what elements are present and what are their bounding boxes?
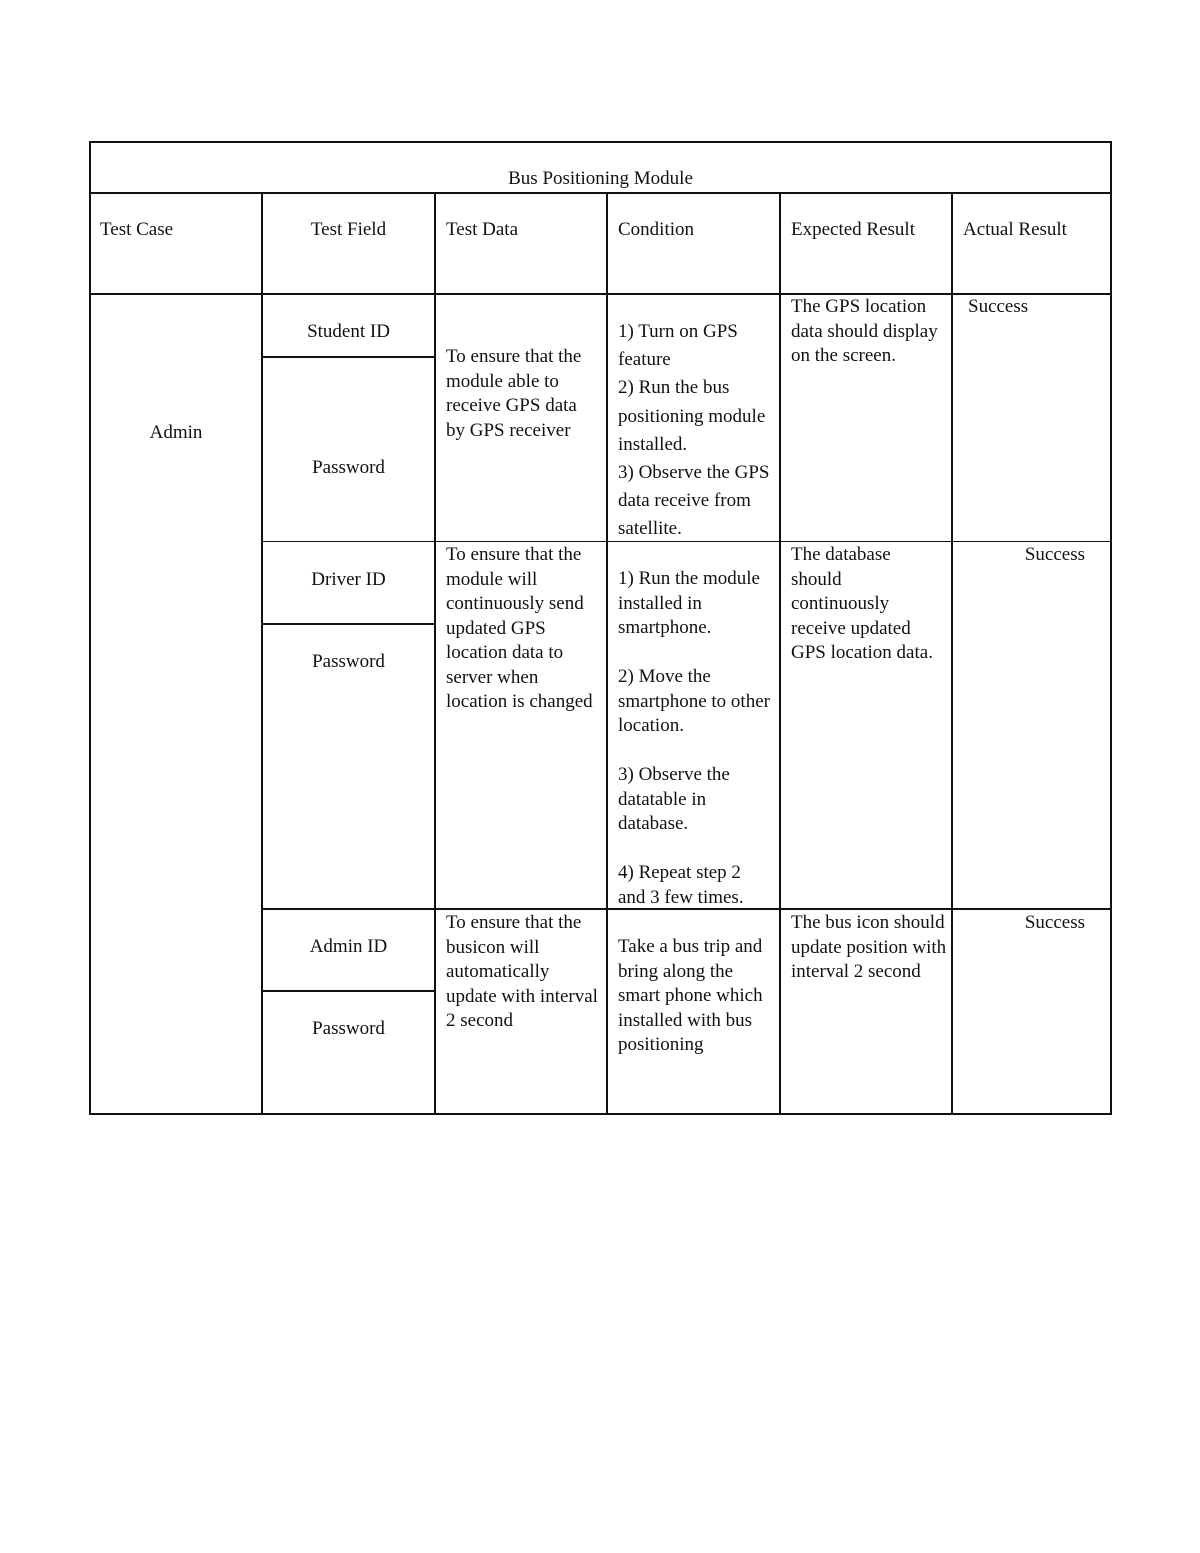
field-password: Password [312, 457, 385, 478]
column-divider-4 [779, 192, 781, 1115]
test-data-cell: To ensure that the busicon will automatically update with interval 2 second [446, 912, 598, 1031]
column-divider-5 [951, 192, 953, 1115]
expected-result-cell: The GPS location data should display on the screen. [791, 296, 938, 366]
condition-cell: 1) Run the module installed in smartphone. 2) Move the smartphone to other location. 3) Observe the datatable in database. 4) Repeat step 2 and 3 few times. [618, 568, 770, 908]
field-student-id: Student ID [307, 321, 390, 342]
table-border-left [89, 141, 91, 1115]
header-expected-result: Expected Result [791, 219, 915, 240]
header-divider [89, 293, 1112, 295]
test-case-admin: Admin [149, 422, 203, 443]
actual-result-cell: Success [1024, 912, 1085, 933]
actual-result-cell: Success [968, 296, 1029, 317]
field-driver-id: Driver ID [311, 569, 386, 590]
table-border-right [1110, 141, 1112, 1115]
header-test-field: Test Field [310, 219, 387, 240]
condition-cell: 1) Turn on GPS feature 2) Run the bus positioning module installed. 3) Observe the GPS data receive from satellite. [618, 321, 770, 540]
header-test-data: Test Data [446, 219, 519, 240]
test-data-cell: To ensure that the module will continuously send updated GPS location data to server when location is changed [446, 544, 593, 712]
field-divider-2 [261, 623, 436, 625]
condition-cell: Take a bus trip and bring along the smart phone which installed with bus positioning [618, 936, 763, 1055]
header-test-case: Test Case [100, 219, 174, 240]
column-divider-3 [606, 192, 608, 1115]
column-divider-2 [434, 192, 436, 1115]
actual-result-cell: Success [1024, 544, 1085, 565]
table-border-top [89, 141, 1112, 143]
field-admin-id: Admin ID [309, 936, 388, 957]
field-password: Password [312, 1018, 385, 1039]
header-condition: Condition [618, 219, 695, 240]
expected-result-cell: The database should continuously receive updated GPS location data. [791, 544, 933, 663]
table-border-bottom [89, 1113, 1112, 1115]
table-title: Bus Positioning Module [508, 168, 693, 189]
title-divider [89, 192, 1112, 194]
field-password: Password [312, 651, 385, 672]
header-actual-result: Actual Result [963, 219, 1067, 240]
field-divider-3 [261, 990, 436, 992]
field-divider-1 [261, 356, 436, 358]
expected-result-cell: The bus icon should update position with interval 2 second [791, 912, 947, 982]
test-data-cell: To ensure that the module able to receive GPS data by GPS receiver [446, 346, 582, 441]
